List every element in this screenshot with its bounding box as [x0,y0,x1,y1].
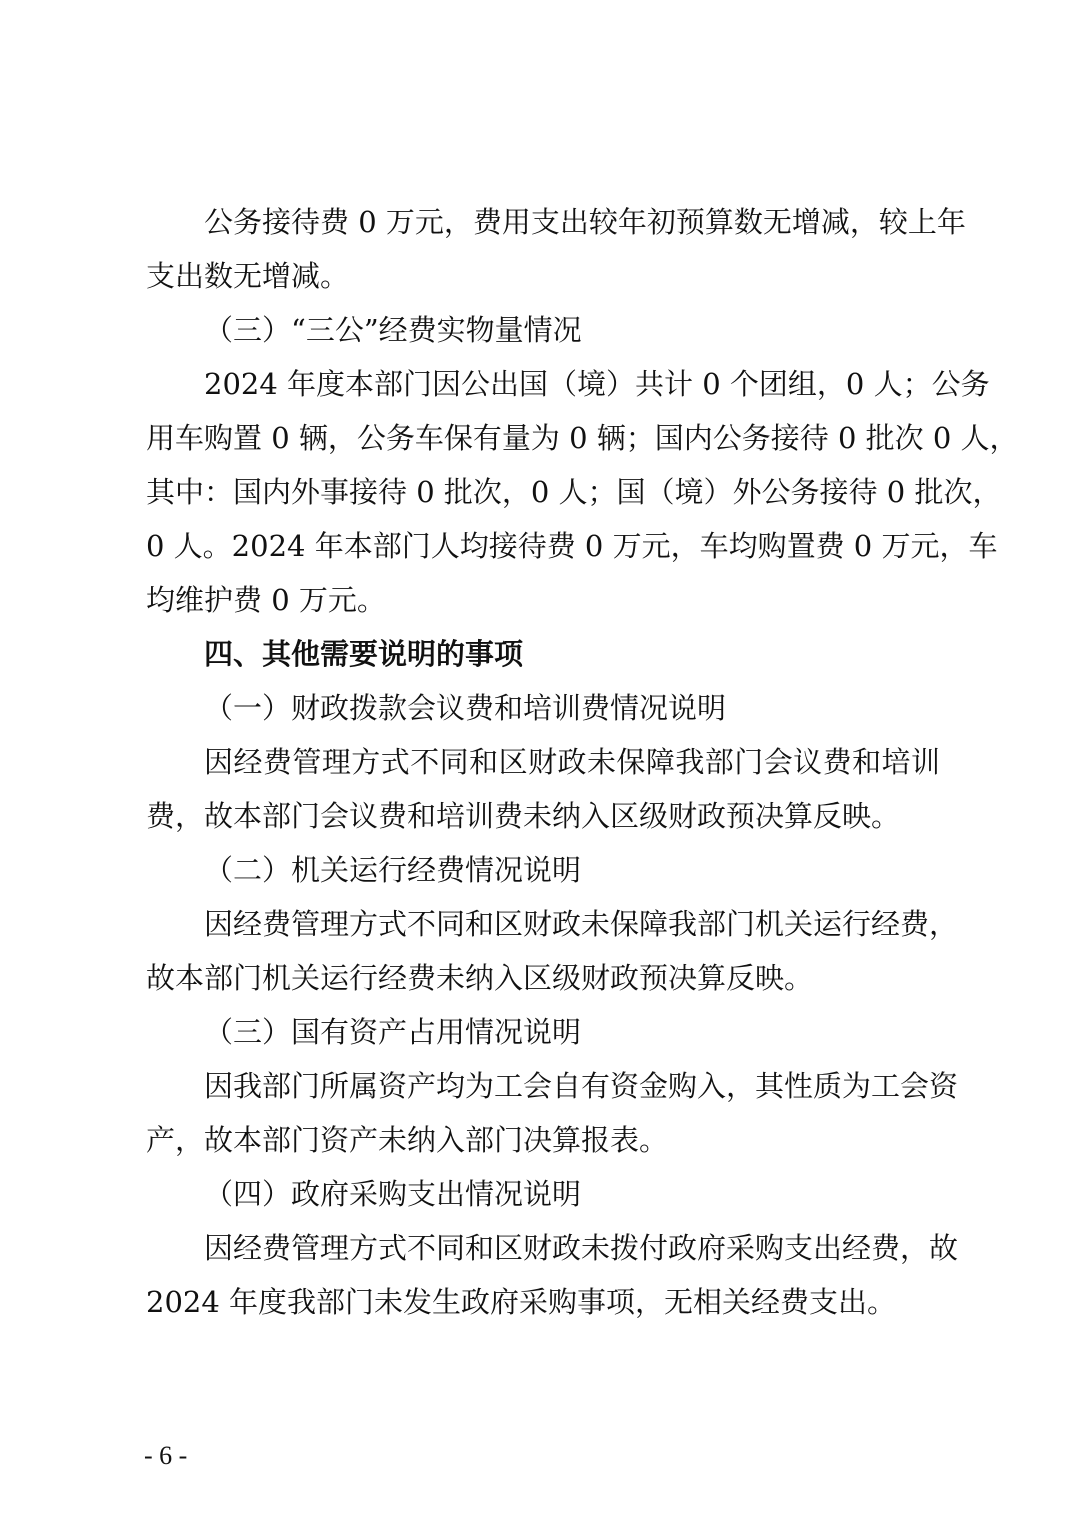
paragraph-physical-quantity-line-5: 均维护费 0 万元。 [146,583,386,617]
paragraph-meeting-training-line-1: 因经费管理方式不同和区财政未保障我部门会议费和培训 [204,745,940,779]
paragraph-state-assets-line-1: 因我部门所属资产均为工会自有资金购入，其性质为工会资 [204,1069,959,1103]
paragraph-operating-expenses-line-2: 故本部门机关运行经费未纳入区级财政预决算反映。 [146,961,814,995]
section-heading-operating-expenses: （二）机关运行经费情况说明 [204,853,582,887]
paragraph-reception-fee-line-2: 支出数无增减。 [146,259,350,293]
section-heading-meeting-training-fees: （一）财政拨款会议费和培训费情况说明 [204,691,727,725]
paragraph-government-procurement-line-1: 因经费管理方式不同和区财政未拨付政府采购支出经费，故 [204,1231,959,1265]
chapter-heading-other-matters: 四、其他需要说明的事项 [204,637,524,671]
paragraph-operating-expenses-line-1: 因经费管理方式不同和区财政未保障我部门机关运行经费， [204,907,959,941]
paragraph-physical-quantity-line-3: 其中：国内外事接待 0 批次，0 人；国（境）外公务接待 0 批次， [146,475,1002,509]
section-heading-three-public-items: （三）“三公”经费实物量情况 [204,313,582,347]
page-number: - 6 - [144,1441,188,1470]
paragraph-physical-quantity-line-2: 用车购置 0 辆，公务车保有量为 0 辆；国内公务接待 0 批次 0 人， [146,421,1019,455]
paragraph-meeting-training-line-2: 费，故本部门会议费和培训费未纳入区级财政预决算反映。 [146,799,901,833]
paragraph-physical-quantity-line-4: 0 人。2024 年本部门人均接待费 0 万元，车均购置费 0 万元，车 [146,529,998,563]
section-heading-government-procurement: （四）政府采购支出情况说明 [204,1177,582,1211]
paragraph-physical-quantity-line-1: 2024 年度本部门因公出国（境）共计 0 个团组，0 人；公务 [204,367,990,401]
section-heading-state-assets: （三）国有资产占用情况说明 [204,1015,582,1049]
paragraph-reception-fee-line-1: 公务接待费 0 万元，费用支出较年初预算数无增减，较上年 [204,205,966,239]
paragraph-state-assets-line-2: 产，故本部门资产未纳入部门决算报表。 [146,1123,669,1157]
paragraph-government-procurement-line-2: 2024 年度我部门未发生政府采购事项，无相关经费支出。 [146,1285,897,1319]
